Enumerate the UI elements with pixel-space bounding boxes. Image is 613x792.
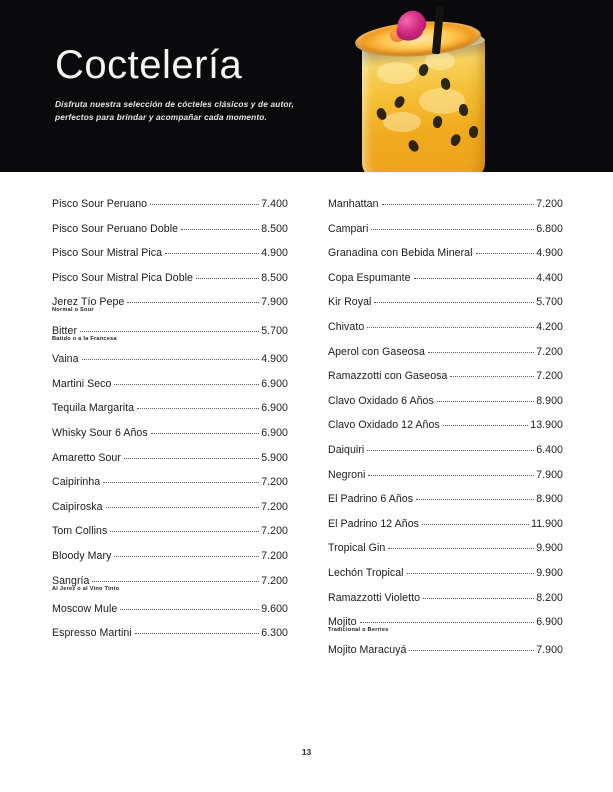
dot-leader — [124, 458, 259, 459]
menu-item-name: Copa Espumante — [328, 271, 411, 284]
dot-leader — [127, 302, 259, 303]
dot-leader — [423, 598, 534, 599]
menu-item-name: Moscow Mule — [52, 602, 118, 615]
menu-item-price: 8.900 — [536, 493, 563, 506]
menu-item-name: Vaina — [52, 353, 79, 366]
menu-item-name: Pisco Sour Peruano Doble — [52, 222, 179, 235]
menu-item-price: 7.900 — [536, 468, 563, 481]
menu-item-note: Tradicional o Berries — [328, 627, 389, 634]
dot-leader — [360, 622, 535, 623]
dot-leader — [368, 475, 534, 476]
menu-item-price: 7.200 — [261, 549, 288, 562]
menu-column-left — [52, 198, 288, 652]
menu-item-row — [52, 427, 288, 439]
pulp-decor — [383, 112, 421, 132]
menu-item-price: 7.200 — [261, 476, 288, 489]
menu-item-price: 4.900 — [536, 247, 563, 260]
dot-leader — [165, 253, 259, 254]
menu-item-price: 4.900 — [261, 353, 288, 366]
menu-item-price: 13.900 — [530, 419, 563, 432]
menu-item-row — [52, 353, 288, 365]
menu-item-row — [328, 518, 563, 530]
menu-item-name: Clavo Oxidado 6 Años — [328, 394, 434, 407]
menu-item-row — [52, 272, 288, 284]
menu-item-name: Daiquiri — [328, 443, 365, 456]
menu-item-row — [328, 395, 563, 407]
menu-item-name: El Padrino 6 Años — [328, 493, 414, 506]
menu-item-name: Caipirinha — [52, 476, 101, 489]
dot-leader — [150, 204, 259, 205]
menu-item-name: Negroni — [328, 468, 366, 481]
menu-item-row — [328, 542, 563, 554]
dot-leader — [428, 352, 534, 353]
menu-item-price: 7.200 — [261, 574, 288, 587]
dot-leader — [476, 253, 535, 254]
menu-item-price: 8.500 — [261, 222, 288, 235]
dot-leader — [92, 581, 259, 582]
menu-item-price: 6.300 — [261, 627, 288, 640]
menu-item-name: Pisco Sour Peruano — [52, 198, 148, 210]
menu-item-row — [52, 476, 288, 488]
menu-item-row — [328, 419, 563, 431]
menu-item-row — [328, 272, 563, 284]
menu-item-row — [52, 378, 288, 390]
menu-item-name: Chivato — [328, 320, 365, 333]
menu-item-name: Pisco Sour Mistral Pica Doble — [52, 271, 193, 284]
page-header — [0, 0, 613, 172]
dot-leader — [443, 425, 529, 426]
menu-item-row — [52, 198, 288, 210]
menu-item-name: Clavo Oxidado 12 Años — [328, 419, 440, 432]
dot-leader — [120, 609, 259, 610]
menu-item-price: 5.900 — [261, 451, 288, 464]
menu-item-price: 7.200 — [536, 198, 563, 210]
dot-leader — [450, 376, 534, 377]
menu-item-row — [328, 247, 563, 259]
menu-item-row — [328, 469, 563, 481]
menu-item-price: 6.900 — [536, 616, 563, 629]
menu-item-price: 7.200 — [536, 370, 563, 383]
menu-item-name: Tequila Margarita — [52, 402, 135, 415]
menu-item-row — [52, 550, 288, 562]
menu-item-note: Batido o a la Francesa — [52, 335, 117, 342]
menu-item-name: Mojito Maracuyá — [328, 644, 407, 657]
menu-item-name: Granadina con Bebida Mineral — [328, 247, 473, 260]
dot-leader — [114, 556, 259, 557]
menu-item-price: 8.200 — [536, 591, 563, 604]
dot-leader — [135, 633, 260, 634]
menu-item-note: Al Jerez o al Vino Tinto — [52, 585, 120, 592]
menu-item-row — [52, 296, 288, 314]
menu-item-price: 7.200 — [536, 345, 563, 358]
menu-item-row — [328, 644, 563, 656]
menu-item-row — [328, 321, 563, 333]
menu-item-price: 8.900 — [536, 394, 563, 407]
menu-item-name: Sangría — [52, 574, 90, 587]
menu-item-price: 6.900 — [261, 402, 288, 415]
menu-item-price: 6.900 — [261, 426, 288, 439]
menu-item-row — [328, 370, 563, 382]
menu-item-name: Tom Collins — [52, 525, 108, 538]
menu-item-row — [328, 444, 563, 456]
menu-item-row — [328, 616, 563, 634]
menu-item-row — [328, 493, 563, 505]
dot-leader — [382, 204, 535, 205]
menu-item-name: El Padrino 12 Años — [328, 517, 420, 530]
pulp-decor — [377, 62, 417, 84]
menu-item-name: Pisco Sour Mistral Pica — [52, 247, 163, 260]
page-title: Coctelería — [55, 43, 243, 87]
dot-leader — [110, 531, 259, 532]
menu-item-name: Bloody Mary — [52, 549, 112, 562]
menu-item-row — [328, 198, 563, 210]
menu-item-name: Aperol con Gaseosa — [328, 345, 425, 358]
menu-item-row — [52, 501, 288, 513]
page-subtitle-line1: Disfruta nuestra selección de cócteles clásicos y de autor, — [55, 99, 294, 109]
dot-leader — [114, 384, 259, 385]
dot-leader — [137, 408, 259, 409]
menu-item-price: 7.400 — [261, 198, 288, 210]
menu-item-price: 9.900 — [536, 542, 563, 555]
menu-item-price: 6.900 — [261, 377, 288, 390]
page-subtitle — [55, 98, 355, 124]
menu-item-price: 7.900 — [261, 296, 288, 309]
dot-leader — [367, 450, 534, 451]
menu-item-price: 7.200 — [261, 525, 288, 538]
cocktail-photo — [333, 0, 529, 172]
dot-leader — [367, 327, 534, 328]
menu-item-row — [52, 402, 288, 414]
menu-item-row — [52, 574, 288, 592]
dot-leader — [371, 229, 534, 230]
dot-leader — [407, 573, 535, 574]
menu-item-name: Campari — [328, 222, 369, 235]
menu-item-price: 9.600 — [261, 602, 288, 615]
menu-item-row — [52, 223, 288, 235]
menu-item-row — [52, 247, 288, 259]
menu-item-row — [52, 452, 288, 464]
menu-item-name: Caipiroska — [52, 500, 103, 513]
menu-item-note: Normal o Sour — [52, 307, 94, 314]
menu-item-row — [52, 525, 288, 537]
menu-item-row — [52, 603, 288, 615]
menu-body — [0, 172, 613, 792]
menu-column-right — [328, 198, 563, 669]
menu-item-row — [328, 592, 563, 604]
menu-item-name: Mojito — [328, 616, 357, 629]
menu-item-row — [52, 627, 288, 639]
menu-item-name: Martini Seco — [52, 377, 112, 390]
menu-item-price: 6.400 — [536, 443, 563, 456]
menu-item-price: 9.900 — [536, 566, 563, 579]
dot-leader — [82, 359, 260, 360]
menu-item-name: Jerez Tío Pepe — [52, 296, 125, 309]
dot-leader — [422, 524, 529, 525]
menu-item-row — [328, 567, 563, 579]
dot-leader — [437, 401, 534, 402]
menu-item-price: 4.900 — [261, 247, 288, 260]
header-text-block — [55, 44, 355, 124]
page-subtitle-line2: perfectos para brindar y acompañar cada momento. — [55, 111, 267, 122]
menu-item-name: Manhattan — [328, 198, 379, 210]
menu-item-name: Amaretto Sour — [52, 451, 121, 464]
dot-leader — [151, 433, 260, 434]
dot-leader — [374, 302, 534, 303]
menu-item-row — [52, 324, 288, 342]
menu-item-name: Ramazzotti Violetto — [328, 591, 421, 604]
dot-leader — [106, 507, 260, 508]
page-number: 13 — [301, 747, 312, 757]
menu-item-name: Tropical Gin — [328, 542, 386, 555]
menu-item-price: 4.400 — [536, 271, 563, 284]
menu-item-row — [328, 296, 563, 308]
menu-item-row — [328, 223, 563, 235]
dot-leader — [414, 278, 535, 279]
menu-item-price: 7.900 — [536, 644, 563, 657]
menu-item-price: 11.900 — [531, 517, 563, 530]
menu-item-name: Ramazzotti con Gaseosa — [328, 370, 448, 383]
menu-item-price: 5.700 — [536, 296, 563, 309]
dot-leader — [388, 548, 534, 549]
menu-item-row — [328, 346, 563, 358]
menu-item-name: Bitter — [52, 324, 78, 337]
dot-leader — [181, 229, 259, 230]
menu-item-name: Espresso Martini — [52, 627, 132, 640]
dot-leader — [416, 499, 534, 500]
menu-item-price: 7.200 — [261, 500, 288, 513]
menu-item-name: Kir Royal — [328, 296, 372, 309]
menu-item-price: 4.200 — [536, 320, 563, 333]
menu-item-name: Lechón Tropical — [328, 566, 404, 579]
dot-leader — [196, 278, 259, 279]
menu-item-price: 5.700 — [261, 324, 288, 337]
menu-item-name: Whisky Sour 6 Años — [52, 426, 148, 439]
menu-item-price: 6.800 — [536, 222, 563, 235]
dot-leader — [80, 331, 259, 332]
dot-leader — [103, 482, 259, 483]
menu-item-price: 8.500 — [261, 271, 288, 284]
dot-leader — [409, 650, 534, 651]
